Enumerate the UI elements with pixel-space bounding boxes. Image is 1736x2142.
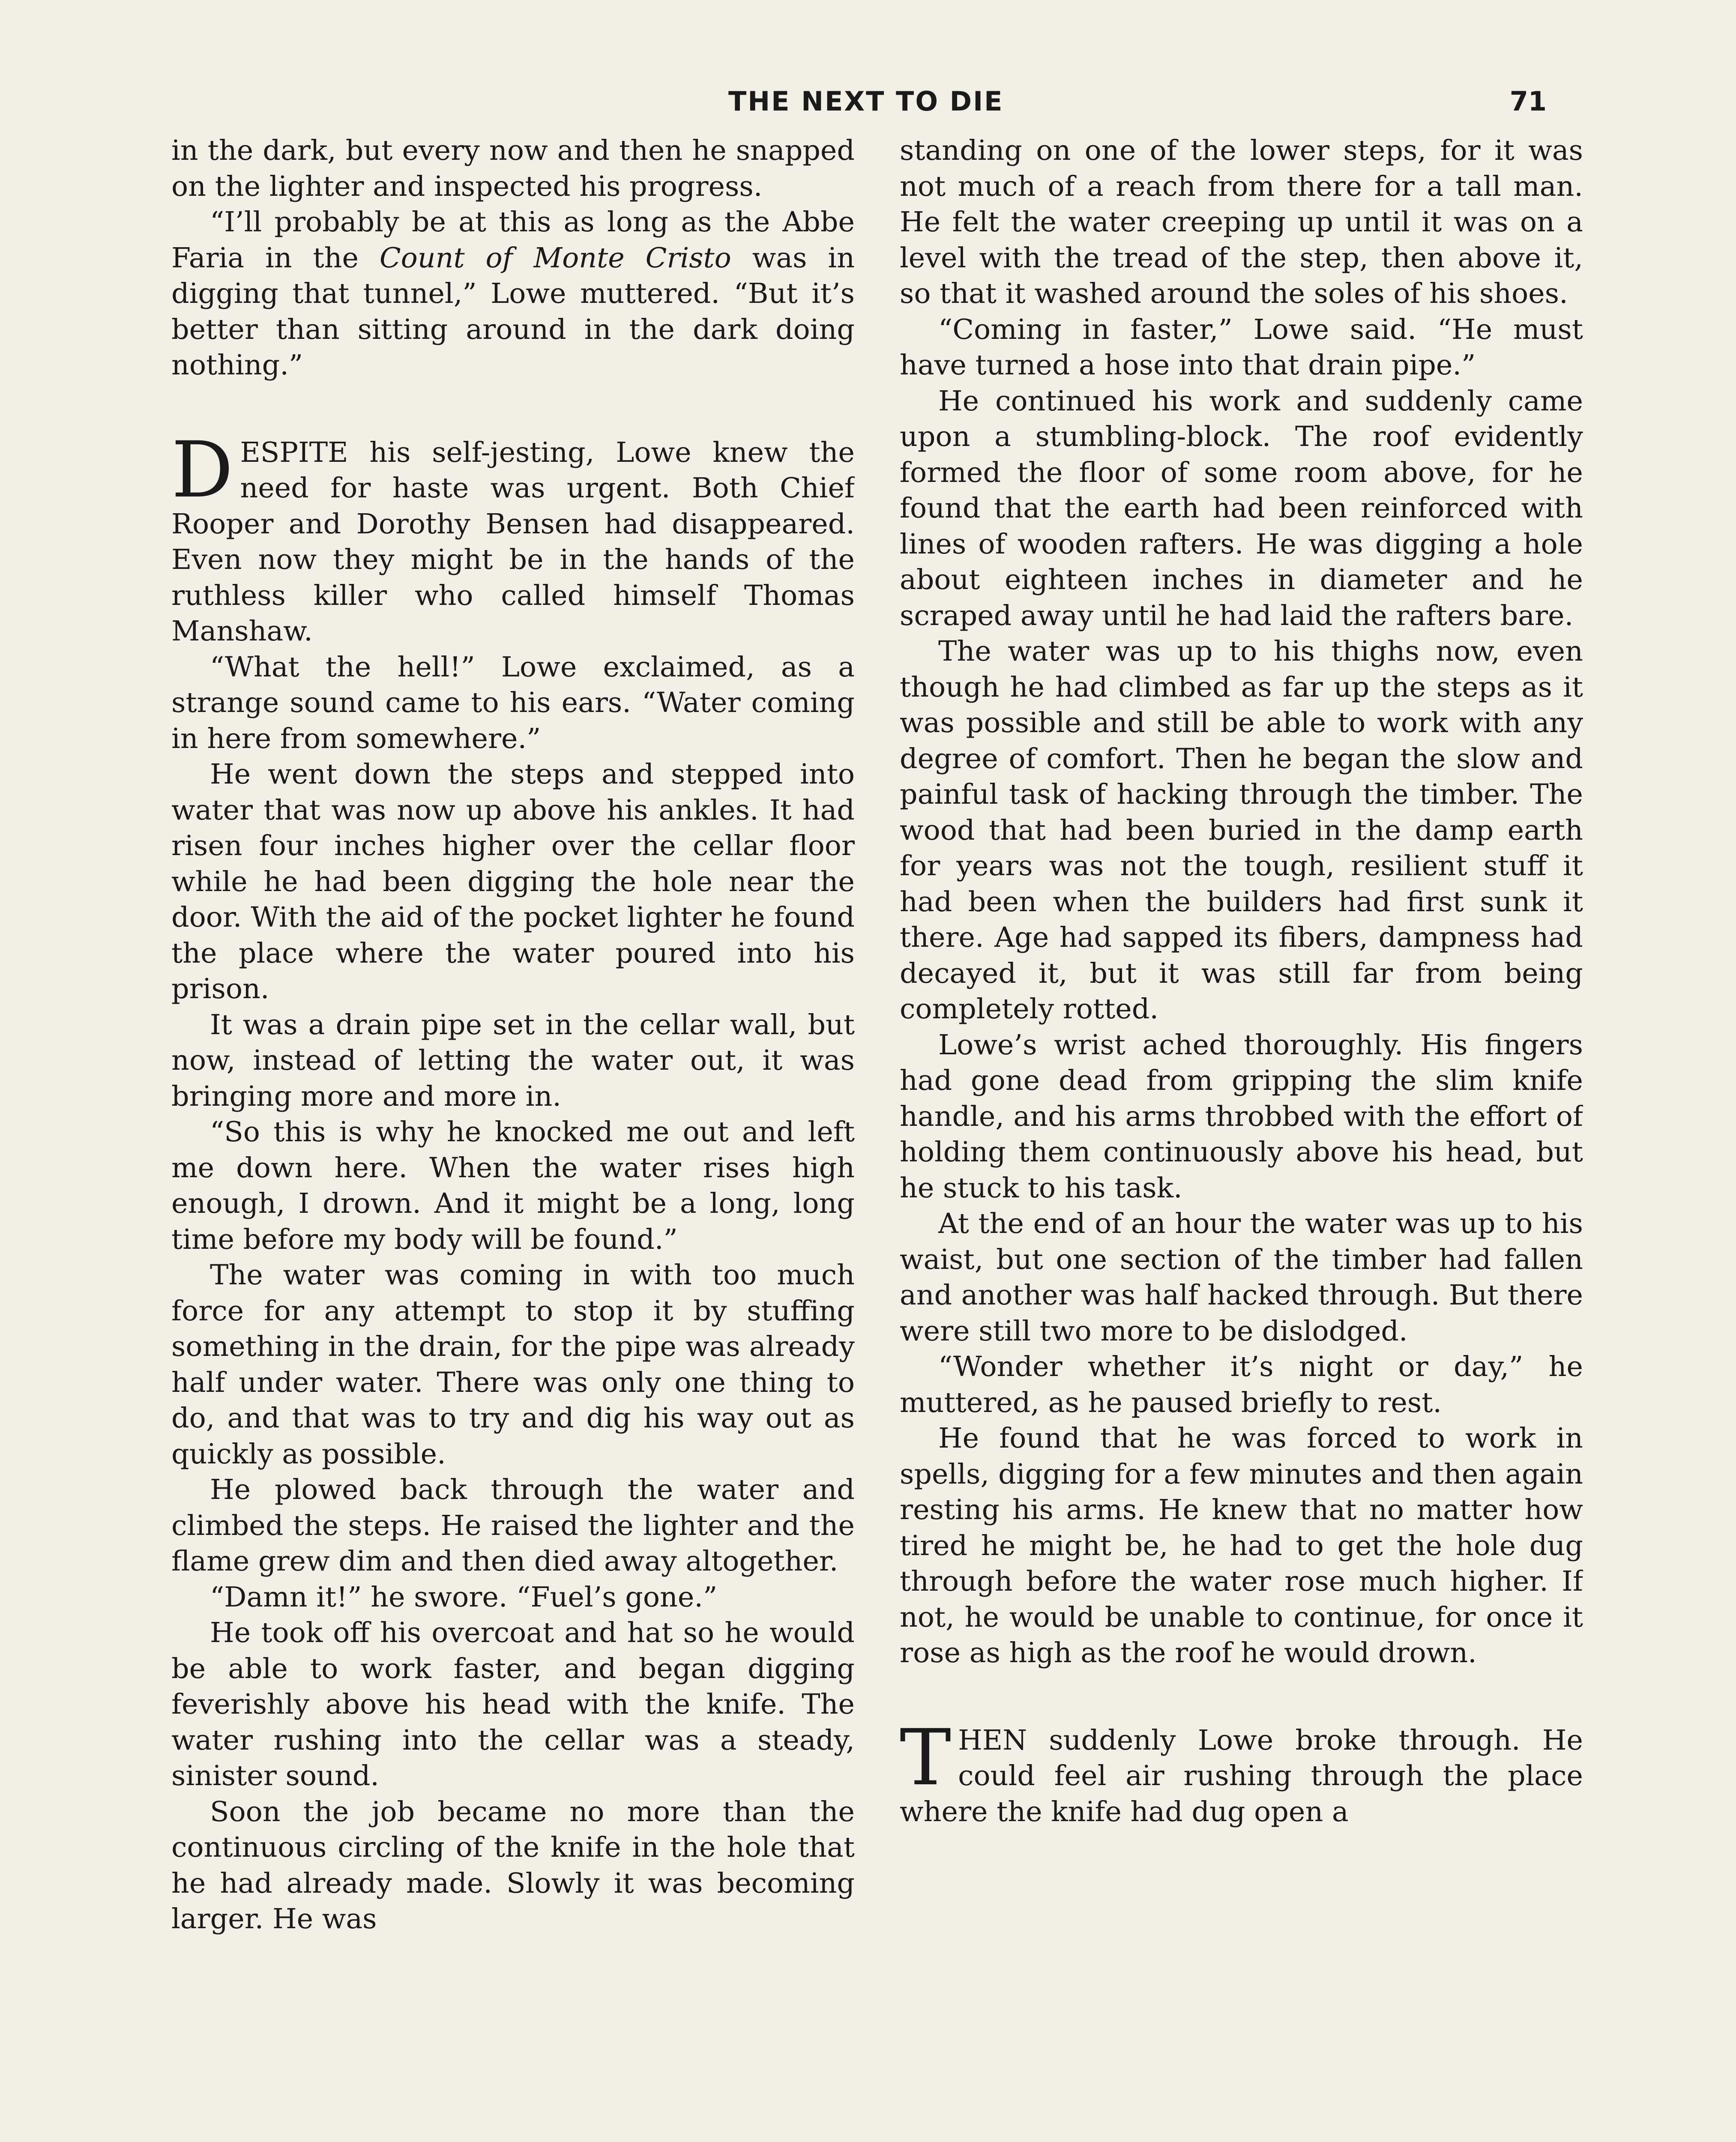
right-column [900, 133, 1583, 2142]
paragraph: He continued his work and suddenly came upon a stumbling-block. The roof evidently formed the floor of some room above, for he found that the earth had been reinforced with lines of wooden rafters. He was digging a hole about eighteen inches in diameter and he scraped away until he had laid the rafters bare. [900, 385, 1583, 632]
paragraph: He found that he was forced to work in spells, digging for a few minutes and then again resting his arms. He knew that no matter how tired he might be, he had to get the hole dug through before the water rose much higher. If not, he would be unable to continue, for once it rose as high as the roof he would drown. [900, 1422, 1583, 1669]
paragraph: “Wonder whether it’s night or day,” he muttered, as he paused briefly to rest. [900, 1351, 1583, 1419]
page-header [171, 86, 1559, 129]
paragraph: It was a drain pipe set in the cellar wall, but now, instead of letting the water out, it was bringing more and more in. [171, 1008, 855, 1113]
paragraph: He took off his overcoat and hat so he would be able to work faster, and began digging feverishly above his head with the knife. The water rushing into the cellar was a steady, sinister sound. [171, 1617, 855, 1792]
paragraph: He plowed back through the water and climbed the steps. He raised the lighter and the flame grew dim and then died away altogether. [171, 1474, 855, 1577]
page-number: 71 [1509, 86, 1547, 117]
run-in-word: HEN [958, 1724, 1027, 1756]
section-opening-paragraph [171, 425, 855, 649]
paragraph-text: suddenly Lowe broke through. He could feel air rushing through the place where the knife had dug open a [900, 1724, 1583, 1828]
running-title: THE NEXT TO DIE [728, 86, 1004, 117]
paragraph: in the dark, but every now and then he snapped on the lighter and inspected his progress. [171, 135, 855, 203]
paragraph: Soon the job became no more than the continuous circling of the knife in the hole that he had already made. Slowly it was becoming larger. He was [171, 1795, 855, 1935]
drop-cap: T [900, 1713, 952, 1803]
section-opening-paragraph [900, 1713, 1583, 1830]
paragraph-text: “I’ll probably be at this as long as the Abbe Faria in the [171, 206, 855, 274]
paragraph-text: was in digging that tunnel,” Lowe muttered. “But it’s better than sitting around in the dark doing nothing.” [171, 242, 855, 381]
paragraph [171, 204, 855, 383]
paragraph: “Coming in faster,” Lowe said. “He must have turned a hose into that drain pipe.” [900, 313, 1583, 381]
paragraph: At the end of an hour the water was up to his waist, but one section of the timber had fallen and another was half hacked through. But there were still two more to be dislodged. [900, 1208, 1583, 1347]
book-title: Count of Monte Cristo [379, 242, 731, 274]
left-column [171, 133, 855, 2142]
paragraph: Lowe’s wrist ached thoroughly. His fingers had gone dead from gripping the slim knife handle, and his arms throbbed with the effort of holding them continuously above his head, but he stuck to his task. [900, 1029, 1583, 1204]
paragraph-text: his self-jesting, Lowe knew the need for haste was urgent. Both Chief Rooper and Dorothy Bensen had disappeared. Even now they might be in the hands of the ruthless killer who called himself Thomas Manshaw. [171, 436, 855, 647]
paragraph: The water was coming in with too much force for any attempt to stop it by stuffing something in the drain, for the pipe was already half under water. There was only one thing to do, and that was to try and dig his way out as quickly as possible. [171, 1259, 855, 1470]
paragraph: “Damn it!” he swore. “Fuel’s gone.” [210, 1581, 718, 1613]
paragraph: “So this is why he knocked me out and left me down here. When the water rises high enough, I drown. And it might be a long, long time before my body will be found.” [171, 1116, 855, 1256]
paragraph: “What the hell!” Lowe exclaimed, as a strange sound came to his ears. “Water coming in here from somewhere.” [171, 651, 855, 755]
paragraph: The water was up to his thighs now, even though he had climbed as far up the steps as it was possible and still be able to work with any degree of comfort. Then he began the slow and painful task of hacking through the timber. The wood that had been buried in the damp earth for years was not the tough, resilient stuff it had been when the builders had first sunk it there. Age had sapped its fibers, dampness had decayed it, but it was still far from being completely rotted. [900, 635, 1583, 1025]
run-in-word: ESPITE [240, 436, 348, 469]
paragraph: He went down the steps and stepped into water that was now up above his ankles. It had risen four inches higher over the cellar floor while he had been digging the hole near the door. With the aid of the pocket lighter he found the place where the water poured into his prison. [171, 758, 855, 1005]
drop-cap: D [171, 425, 233, 515]
paragraph: standing on one of the lower steps, for it was not much of a reach from there for a tall man. He felt the water creeping up until it was on a level with the tread of the step, then above it, so that it washed around the soles of his shoes. [900, 135, 1583, 310]
